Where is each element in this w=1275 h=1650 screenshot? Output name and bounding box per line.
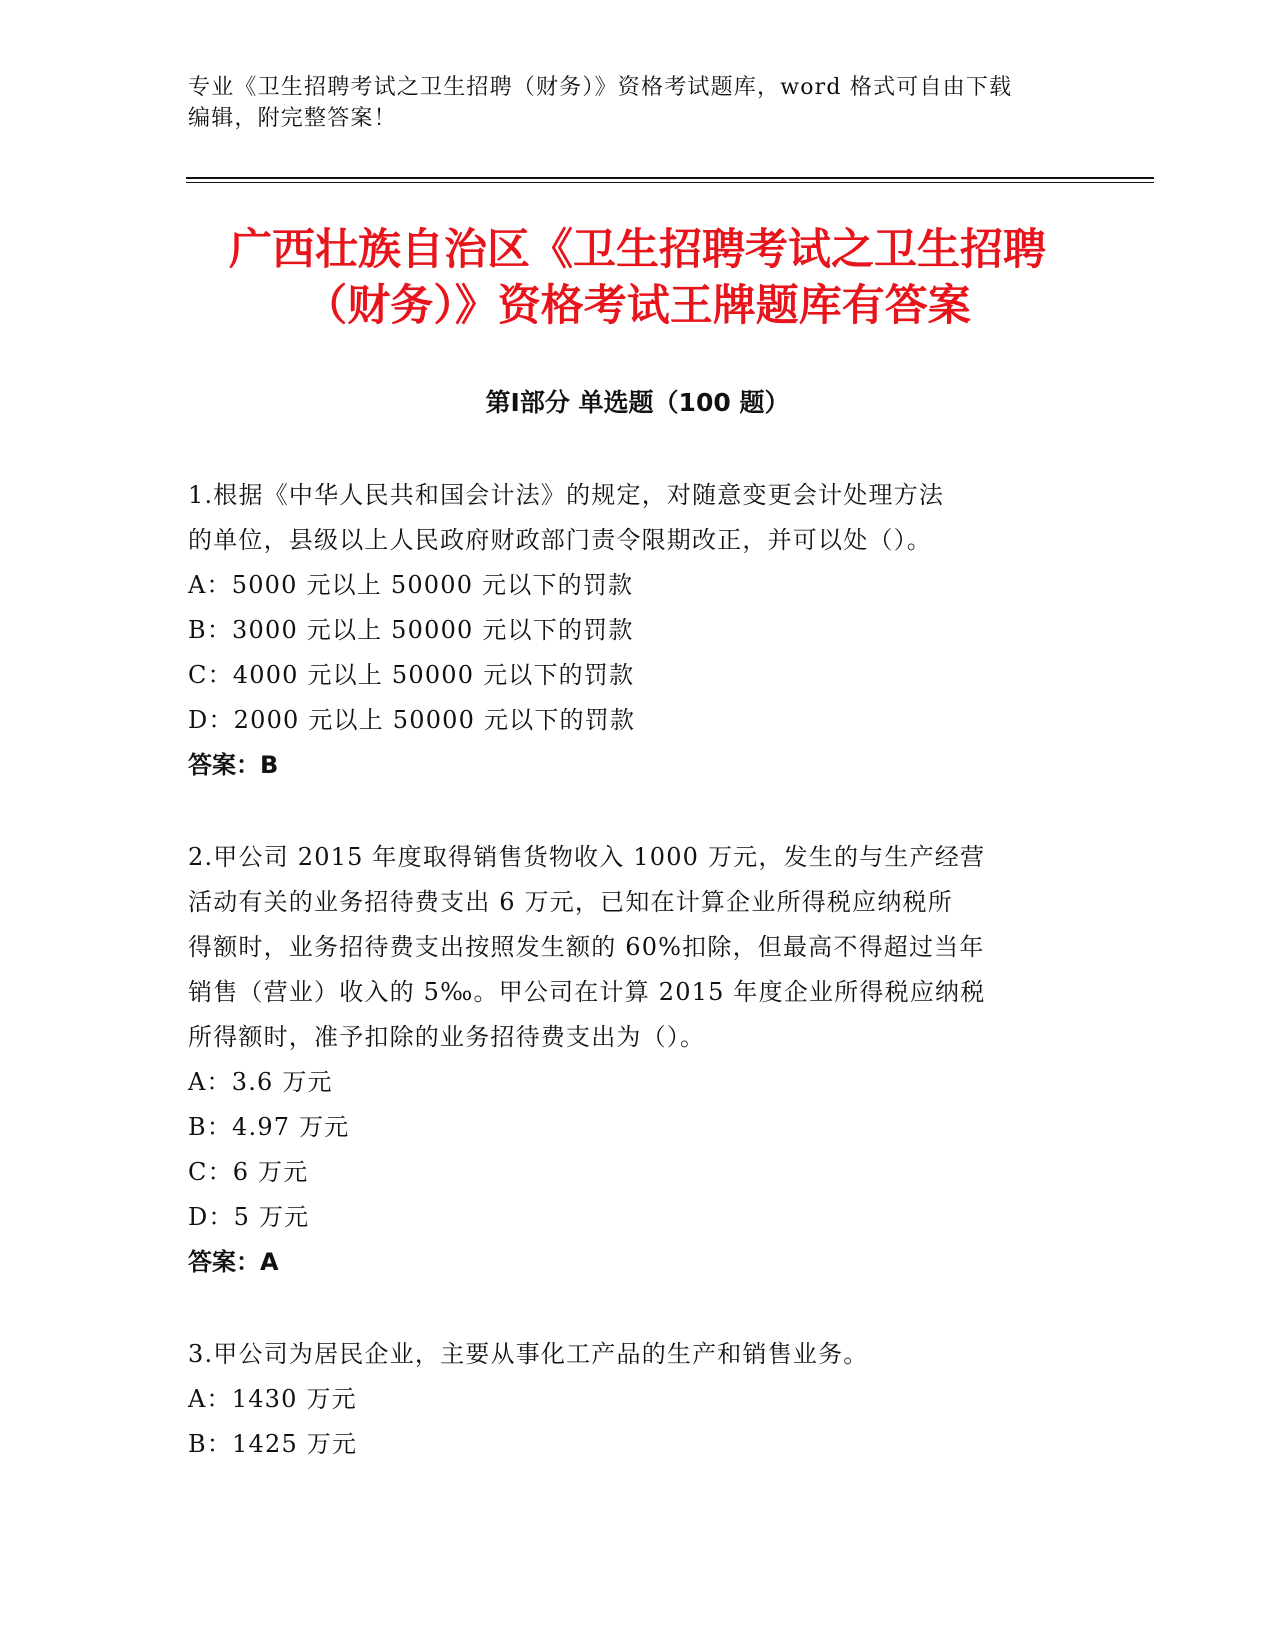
option-a: A：5000 元以上 50000 元以下的罚款 bbox=[188, 571, 634, 599]
option-b: B：4.97 万元 bbox=[188, 1113, 350, 1141]
header-note-line: 专业《卫生招聘考试之卫生招聘（财务）》资格考试题库，word 格式可自由下载 bbox=[188, 75, 1013, 100]
question-block bbox=[188, 473, 1088, 788]
question-stem: 2.甲公司 2015 年度取得销售货物收入 1000 万元，发生的与生产经营 bbox=[188, 843, 986, 871]
question-stem: 3.甲公司为居民企业，主要从事化工产品的生产和销售业务。 bbox=[188, 1340, 869, 1368]
option-d: D：5 万元 bbox=[188, 1203, 310, 1231]
document-title bbox=[160, 222, 1115, 334]
section-heading: 第Ⅰ部分 单选题（100 题） bbox=[485, 388, 790, 417]
header-divider bbox=[186, 177, 1154, 179]
question-block bbox=[188, 835, 1088, 1285]
option-b: B：3000 元以上 50000 元以下的罚款 bbox=[188, 616, 634, 644]
document-title-line: （财务）》资格考试王牌题库有答案 bbox=[304, 281, 971, 331]
question-stem: 所得额时，准予扣除的业务招待费支出为（）。 bbox=[188, 1023, 706, 1051]
question-stem: 的单位，县级以上人民政府财政部门责令限期改正，并可以处（）。 bbox=[188, 526, 932, 554]
option-c: C：6 万元 bbox=[188, 1158, 309, 1186]
header-divider bbox=[186, 182, 1154, 183]
answer-line: 答案：A bbox=[188, 1248, 279, 1276]
option-d: D：2000 元以上 50000 元以下的罚款 bbox=[188, 706, 636, 734]
option-c: C：4000 元以上 50000 元以下的罚款 bbox=[188, 661, 635, 689]
answer-line: 答案：B bbox=[188, 751, 279, 779]
question-stem: 销售（营业）收入的 5‰。甲公司在计算 2015 年度企业所得税应纳税 bbox=[188, 978, 986, 1006]
question-block bbox=[188, 1332, 1088, 1467]
option-a: A：3.6 万元 bbox=[188, 1068, 333, 1096]
question-stem: 得额时，业务招待费支出按照发生额的 60%扣除，但最高不得超过当年 bbox=[188, 933, 985, 961]
document-title-line: 广西壮族自治区《卫生招聘考试之卫生招聘 bbox=[229, 225, 1046, 275]
question-stem: 活动有关的业务招待费支出 6 万元，已知在计算企业所得税应纳税所 bbox=[188, 888, 953, 916]
header-note-line: 编辑，附完整答案！ bbox=[188, 106, 397, 131]
question-stem: 1.根据《中华人民共和国会计法》的规定，对随意变更会计处理方法 bbox=[188, 481, 945, 509]
option-a: A：1430 万元 bbox=[188, 1385, 357, 1413]
option-b: B：1425 万元 bbox=[188, 1430, 358, 1458]
header-note bbox=[188, 72, 1068, 134]
